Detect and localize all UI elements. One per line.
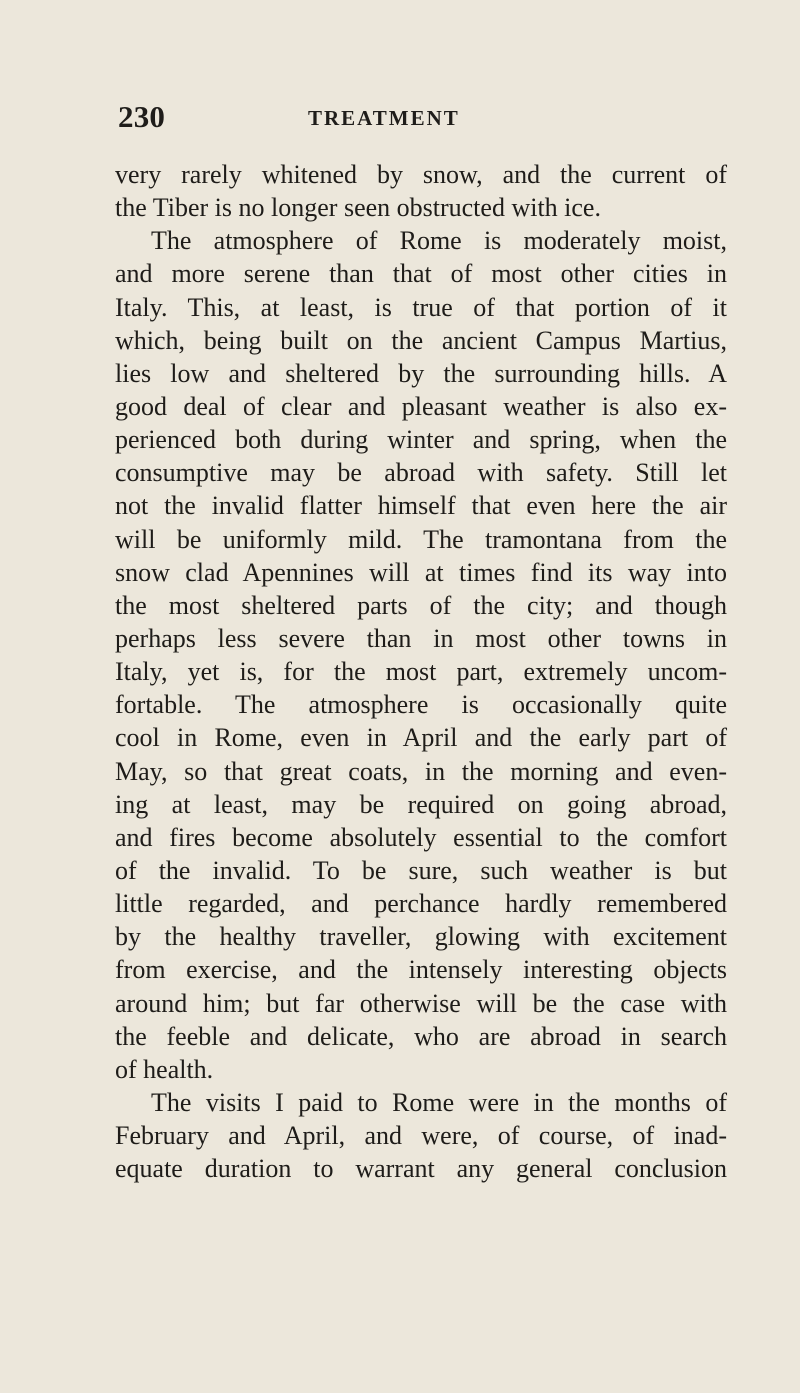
body-text bbox=[115, 158, 727, 1185]
text-line: of health. bbox=[115, 1054, 214, 1084]
text-line: good deal of clear and pleasant weather is also ex- bbox=[115, 391, 727, 421]
text-line: perienced both during winter and spring, when the bbox=[115, 425, 727, 455]
text-line: by the healthy traveller, glowing with excitement bbox=[115, 922, 727, 952]
text-line: very rarely whitened by snow, and the current of bbox=[115, 160, 727, 189]
text-line: The visits I paid to Rome were in the months of bbox=[151, 1087, 727, 1117]
text-line: snow clad Apennines will at times find its way into bbox=[115, 557, 727, 587]
page-number: 230 bbox=[118, 99, 166, 134]
text-line: the feeble and delicate, who are abroad in search bbox=[115, 1021, 727, 1051]
text-line: not the invalid flatter himself that even here the air bbox=[115, 491, 727, 521]
text-line: May, so that great coats, in the morning and even- bbox=[115, 756, 727, 786]
text-line: consumptive may be abroad with safety. Still let bbox=[115, 458, 727, 488]
text-line: Italy, yet is, for the most part, extremely uncom- bbox=[115, 657, 727, 687]
text-line: will be uniformly mild. The tramontana from the bbox=[115, 524, 727, 554]
text-line: from exercise, and the intensely interesting objects bbox=[115, 955, 727, 985]
text-line: the most sheltered parts of the city; and though bbox=[115, 590, 727, 620]
text-line: February and April, and were, of course, of inad- bbox=[115, 1121, 727, 1151]
text-line: which, being built on the ancient Campus Martius, bbox=[115, 325, 727, 355]
text-line: and more serene than that of most other cities in bbox=[115, 259, 727, 289]
text-line: around him; but far otherwise will be the case with bbox=[115, 988, 727, 1018]
text-line: The atmosphere of Rome is moderately moist, bbox=[151, 226, 727, 256]
text-line: Italy. This, at least, is true of that portion of it bbox=[115, 292, 727, 322]
text-line: of the invalid. To be sure, such weather is but bbox=[115, 855, 727, 885]
text-line: ing at least, may be required on going abroad, bbox=[115, 789, 727, 819]
text-line: the Tiber is no longer seen obstructed with ice. bbox=[115, 193, 601, 223]
text-line: and fires become absolutely essential to the comfort bbox=[115, 822, 727, 852]
running-title: TREATMENT bbox=[308, 106, 460, 130]
text-line: little regarded, and perchance hardly remembered bbox=[115, 889, 727, 919]
text-line: lies low and sheltered by the surrounding hills. A bbox=[115, 358, 727, 388]
text-line: perhaps less severe than in most other towns in bbox=[115, 623, 727, 653]
running-head bbox=[118, 100, 728, 134]
text-line: fortable. The atmosphere is occasionally quite bbox=[115, 690, 727, 720]
text-line: cool in Rome, even in April and the early part of bbox=[115, 723, 727, 753]
text-line: equate duration to warrant any general conclusion bbox=[115, 1154, 727, 1184]
